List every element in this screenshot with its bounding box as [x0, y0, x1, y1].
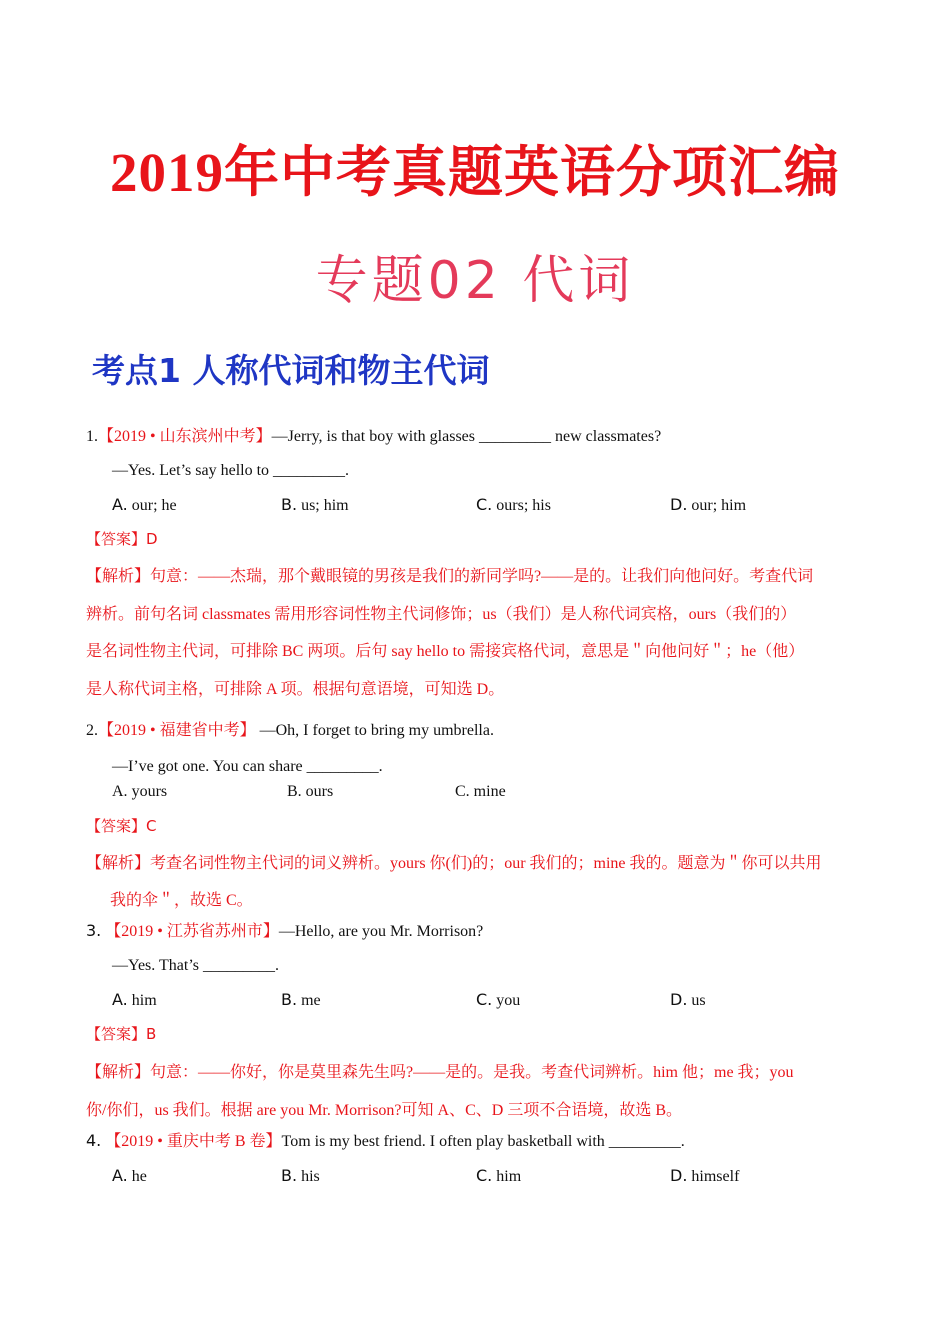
- explanation-line: 【解析】句意：——杰瑞，那个戴眼镜的男孩是我们的新同学吗?——是的。让我们向他问好。考查代词: [86, 568, 814, 585]
- question-source: 【2019 • 江苏省苏州市】: [105, 923, 279, 940]
- question-stem: —Oh, I forget to bring my umbrella.: [255, 722, 494, 739]
- question-2: [86, 721, 494, 741]
- option-a: A. he: [112, 1166, 147, 1185]
- question-1: [86, 427, 661, 447]
- section-heading: 考点1 人称代词和物主代词: [92, 351, 490, 390]
- option-c: C. him: [476, 1166, 522, 1185]
- question-number: 4.: [86, 1131, 102, 1150]
- answer: 【答案】B: [86, 1025, 157, 1043]
- option-a: A. yours: [112, 783, 168, 800]
- question-number: 2.: [86, 722, 98, 739]
- option-c: C. ours; his: [476, 495, 551, 514]
- option-a: A. him: [112, 990, 157, 1009]
- explanation-line: 是名词性物主代词，可排除 BC 两项。后句 say hello to 需接宾格代词，意思是＂向他问好＂；he（他）: [86, 643, 805, 660]
- document-title: 2019年中考真题英语分项汇编: [109, 142, 840, 203]
- question-4: [86, 1131, 685, 1152]
- question-number: 3.: [86, 921, 102, 940]
- option-c: C. mine: [455, 783, 506, 800]
- question-stem: —Jerry, is that boy with glasses _________ new classmates?: [271, 428, 662, 445]
- question-stem: —Hello, are you Mr. Morrison?: [278, 923, 484, 940]
- explanation-line: 【解析】考查名词性物主代词的词义辨析。yours 你(们)的；our 我们的；mine 我的。题意为＂你可以共用: [86, 855, 822, 872]
- question-1-line2: —Yes. Let’s say hello to _________.: [112, 462, 350, 479]
- question-3: [86, 921, 483, 942]
- explanation-line: 我的伞＂，故选 C。: [110, 892, 253, 909]
- option-b: B. me: [281, 990, 321, 1009]
- explanation-line: 辨析。前句名词 classmates 需用形容词性物主代词修饰；us（我们）是人称代词宾格，ours（我们的）: [86, 606, 797, 623]
- option-a: A. our; he: [112, 495, 177, 514]
- option-c: C. you: [476, 990, 521, 1009]
- question-2-line2: —I’ve got one. You can share _________.: [112, 758, 383, 775]
- option-b: B. his: [281, 1166, 320, 1185]
- option-d: D. our; him: [670, 495, 747, 514]
- question-stem: Tom is my best friend. I often play basketball with _________.: [281, 1133, 685, 1150]
- answer: 【答案】D: [86, 530, 158, 548]
- option-b: B. ours: [287, 783, 334, 800]
- question-source: 【2019 • 福建省中考】: [98, 722, 256, 739]
- answer: 【答案】C: [86, 817, 157, 835]
- option-d: D. himself: [670, 1166, 740, 1185]
- option-d: D. us: [670, 990, 706, 1009]
- explanation-line: 你/你们，us 我们。根据 are you Mr. Morrison?可知 A、C、D 三项不合语境，故选 B。: [86, 1102, 682, 1119]
- question-3-line2: —Yes. That’s _________.: [112, 957, 279, 974]
- question-number: 1.: [86, 428, 98, 445]
- question-source: 【2019 • 重庆中考 B 卷】: [105, 1133, 282, 1150]
- option-b: B. us; him: [281, 495, 349, 514]
- explanation-line: 【解析】句意：——你好，你是莫里森先生吗?——是的。是我。考查代词辨析。him 他；me 我；you: [86, 1064, 794, 1081]
- explanation-line: 是人称代词主格，可排除 A 项。根据句意语境，可知选 D。: [86, 681, 505, 698]
- topic-subtitle: 专题02 代词: [315, 251, 635, 311]
- question-source: 【2019 • 山东滨州中考】: [98, 428, 272, 445]
